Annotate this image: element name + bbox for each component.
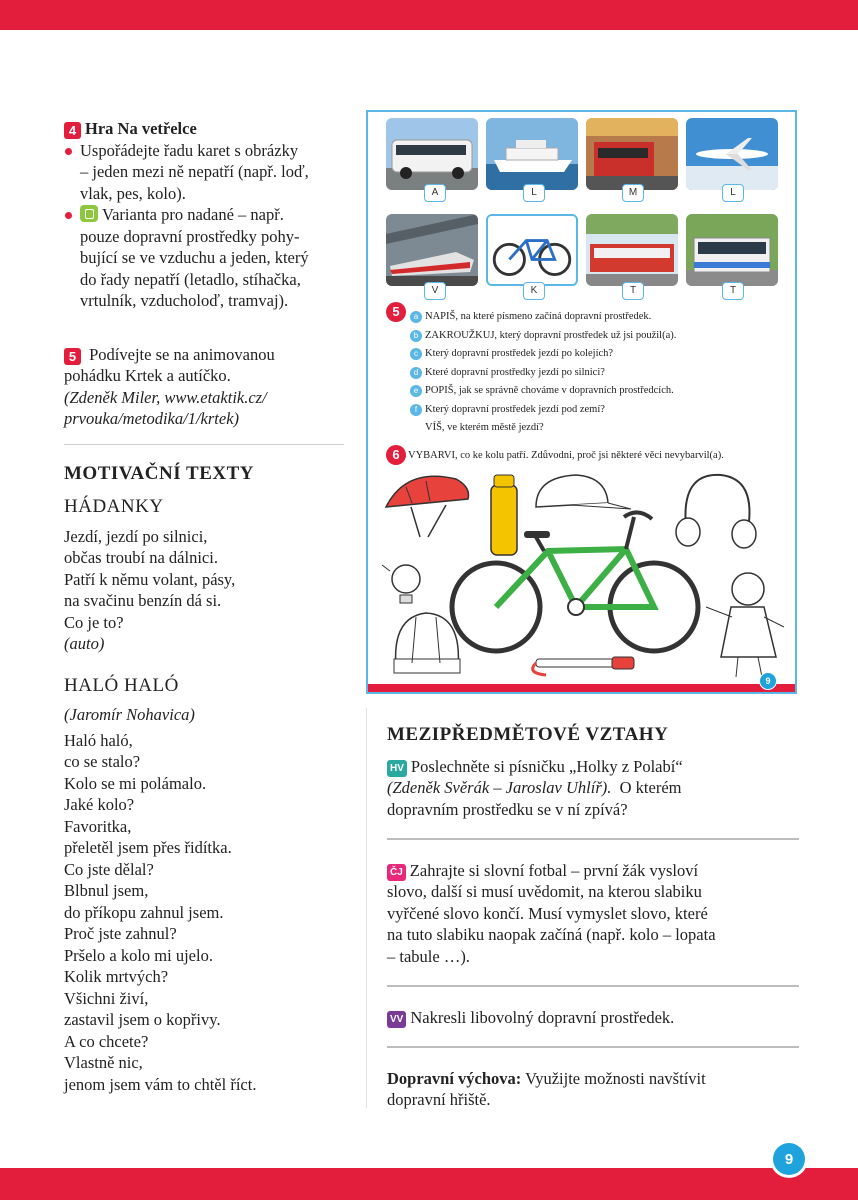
number-badge: 4 xyxy=(64,122,81,139)
panel-bottom-bar xyxy=(368,684,795,692)
dopravni-block: Dopravní výchova: Využijte možnosti navštívit dopravní hřiště. xyxy=(387,1068,706,1109)
mezipredmetove-heading: MEZIPŘEDMĚTOVÉ VZTAHY xyxy=(387,724,669,745)
hadanky-heading: HÁDANKY xyxy=(64,496,164,517)
coloring-illustration xyxy=(376,467,788,681)
picture-label: L xyxy=(523,184,545,202)
bus-picture xyxy=(386,118,478,190)
picture-label: L xyxy=(722,184,744,202)
game-bullet-2: Varianta pro nadané – např. pouze dopravní prostředky pohy- bující se ve vzduchu a jeden, který do řady nepatří (letadlo, stíhačka, vrtulník, vzducholoď, tramvaj). xyxy=(64,204,344,312)
picture-label: M xyxy=(622,184,644,202)
trolleybus-picture xyxy=(686,214,778,286)
train-picture xyxy=(386,214,478,286)
vv-block: VV Nakresli libovolný dopravní prostředek. xyxy=(387,1007,799,1029)
task-5-list: a NAPIŠ, na které písmeno začíná dopravní prostředek. b ZAKROUŽKUJ, který dopravní prostředek už jsi použil(a). c Který dopravní prostředek jezdí po kolejích? d Které dopravní prostředky jezdí po silnici? e POPIŠ, jak se správně chováme v dopravních prostředcích. f Který dopravní prostředek jezdí pod zemí? VÍŠ, ve kterém městě jezdí? xyxy=(386,308,786,438)
bottom-bar xyxy=(0,1168,858,1200)
divider xyxy=(64,444,344,445)
halo-poem: Haló haló, co se stalo? Kolo se mi polámalo. Jaké kolo? Favoritka, přeletěl jsem přes řidítka. Co jste dělal? Blbnul jsem, do příkopu zahnul jsem. Proč jste zahnul? Pršelo a kolo mi ujelo. Kolik mrtvých? Všichni živí, zastavil jsem o kopřivy. A co chcete? Vlastně nic, jenom jsem vám to chtěl říct. xyxy=(64,730,257,1094)
divider xyxy=(387,1046,799,1048)
picture-label: T xyxy=(622,282,644,300)
task-6-text: VYBARVI, co ke kolu patří. Zdůvodni, proč jsi některé věci nevybarvil(a). xyxy=(408,450,724,461)
column-divider xyxy=(366,708,367,1108)
cj-block: ČJ Zahrajte si slovní fotbal – první žák vysloví slovo, další si musí uvědomit, na kterou slabiku vyřčené slovo končí. Musí vymyslet slovo, které na tuto slabiku naopak začíná (např. kolo – lopata – tabule …). xyxy=(387,860,716,966)
ship-picture xyxy=(486,118,578,190)
picture-label: V xyxy=(424,282,446,300)
headphones-icon xyxy=(676,475,756,548)
riddle: Jezdí, jezdí po silnici, občas troubí na dálnici. Patří k němu volant, pásy, na svačinu benzín dá si. Co je to? (auto) xyxy=(64,526,236,653)
doll-icon xyxy=(706,573,784,677)
game-title: 4 Hra Na vetřelce xyxy=(64,118,344,140)
task-number: 6 xyxy=(386,445,406,465)
divider xyxy=(387,838,799,840)
divider xyxy=(387,985,799,987)
panel-page-number: 9 xyxy=(759,672,777,690)
art-tag: VV xyxy=(387,1011,406,1028)
czech-tag: ČJ xyxy=(387,864,406,881)
number-badge: 5 xyxy=(64,348,81,365)
music-tag: HV xyxy=(387,760,407,777)
beanie-icon xyxy=(394,613,460,673)
picture-label: A xyxy=(424,184,446,202)
halo-author: (Jaromír Nohavica) xyxy=(64,705,195,724)
left-column xyxy=(64,118,344,1095)
airplane-picture xyxy=(686,118,778,190)
bottle-icon xyxy=(491,475,517,555)
metro-picture xyxy=(586,118,678,190)
picture-label: K xyxy=(523,282,545,300)
picture-label: T xyxy=(722,282,744,300)
gifted-icon xyxy=(80,205,98,222)
cross-curricular-section xyxy=(387,724,799,1111)
page-number: 9 xyxy=(773,1143,805,1175)
bicycle-picture xyxy=(486,214,578,286)
section-5: 5 Podívejte se na animovanou pohádku Krtek a autíčko. (Zdeněk Miler, www.etaktik.cz/ prvouka/metodika/1/krtek) xyxy=(64,344,275,428)
green-bicycle-icon xyxy=(452,512,698,651)
workbook-panel xyxy=(366,110,797,694)
pump-icon xyxy=(533,657,634,675)
motivacni-heading: MOTIVAČNÍ TEXTY xyxy=(64,462,254,484)
cap-icon xyxy=(536,475,631,509)
halo-heading: HALÓ HALÓ xyxy=(64,674,179,696)
helmet-icon xyxy=(386,476,469,537)
task-number: 5 xyxy=(386,302,406,322)
hv-block: HV Poslechněte si písničku „Holky z Polabí“ (Zdeněk Svěrák – Jaroslav Uhlíř). O kterém dopravním prostředku se v ní zpívá? xyxy=(387,756,683,819)
top-bar xyxy=(0,0,858,30)
game-bullet-1: Uspořádejte řadu karet s obrázky – jeden mezi ně nepatří (např. loď, vlak, pes, kolo). xyxy=(64,140,344,205)
bell-icon xyxy=(382,565,420,603)
tram-picture xyxy=(586,214,678,286)
